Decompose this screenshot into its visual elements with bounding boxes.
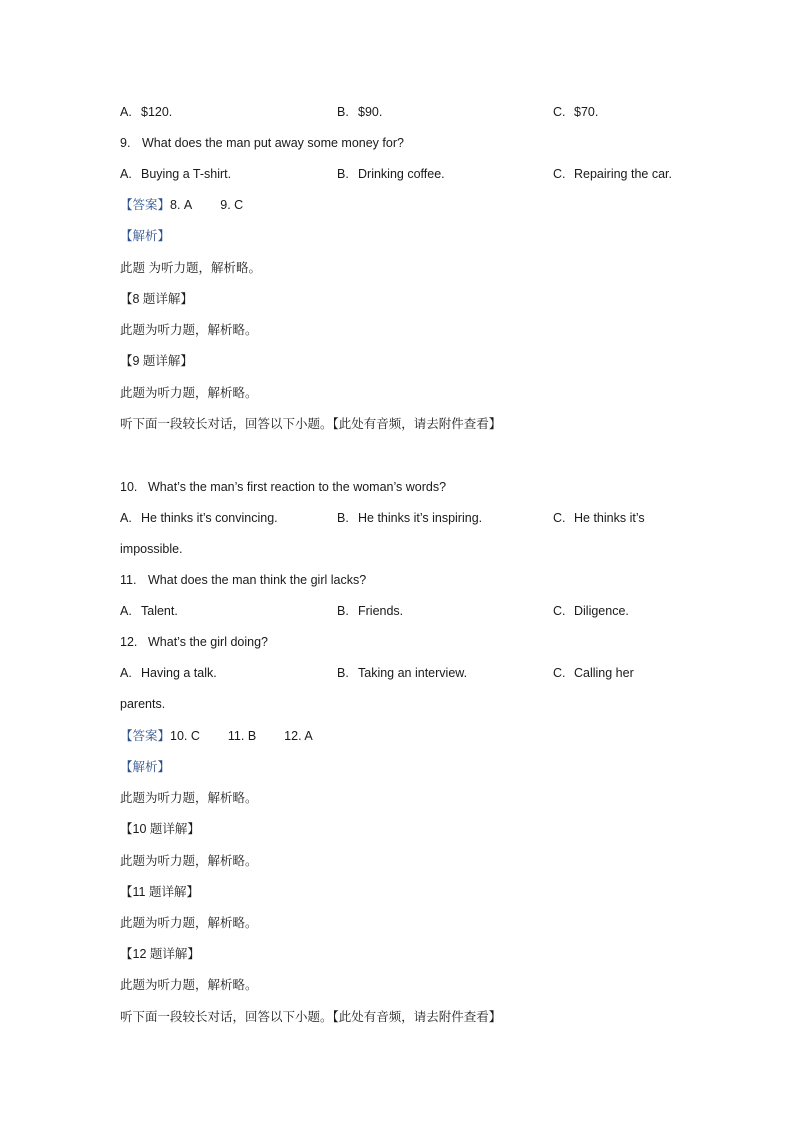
q10-option-a: A. He thinks it’s convincing. bbox=[120, 511, 278, 525]
q8-option-c: C. $70. bbox=[553, 105, 599, 119]
q8-option-b: B. $90. bbox=[337, 105, 383, 119]
q10-option-c: C. He thinks it’s bbox=[553, 511, 645, 525]
q11-option-a: A. Talent. bbox=[120, 604, 178, 618]
detail-label-12: 【12 题详解】 bbox=[120, 947, 200, 961]
answer-line-2: 【答案】10. C 11. B 12. A bbox=[120, 729, 313, 743]
q10-option-c-wrap: impossible. bbox=[120, 542, 183, 556]
analysis-label-1: 【解析】 bbox=[120, 229, 171, 243]
q12-option-c: C. Calling her bbox=[553, 666, 634, 680]
q12-option-c-wrap: parents. bbox=[120, 697, 166, 711]
detail-label-11: 【11 题详解】 bbox=[120, 885, 199, 899]
detail-label-9: 【9 题详解】 bbox=[120, 354, 193, 368]
detail-label-10: 【10 题详解】 bbox=[120, 822, 200, 836]
q9-option-a: A. Buying a T-shirt. bbox=[120, 167, 232, 181]
q10-option-b: B. He thinks it’s inspiring. bbox=[337, 511, 483, 525]
detail-text-8: 此题为听力题，解析略。 bbox=[120, 323, 258, 337]
detail-text-10: 此题为听力题，解析略。 bbox=[120, 854, 258, 868]
listening-instruction-2: 听下面一段较长对话，回答以下小题。【此处有音频，请去附件查看】 bbox=[120, 1010, 502, 1024]
q10-stem: 10. What’s the man’s first reaction to the woman’s words? bbox=[120, 480, 447, 494]
q9-option-b: B. Drinking coffee. bbox=[337, 167, 445, 181]
answer-label: 【答案】 bbox=[120, 198, 171, 212]
q11-stem: 11. What does the man think the girl lacks? bbox=[120, 573, 367, 587]
q11-option-b: B. Friends. bbox=[337, 604, 404, 618]
detail-text-11: 此题为听力题，解析略。 bbox=[120, 916, 258, 930]
detail-text-12: 此题为听力题，解析略。 bbox=[120, 978, 258, 992]
analysis-text-1: 此题 为听力题，解析略。 bbox=[120, 261, 261, 275]
q12-option-a: A. Having a talk. bbox=[120, 666, 217, 680]
analysis-text-2: 此题为听力题，解析略。 bbox=[120, 791, 258, 805]
q9-stem: 9. What does the man put away some money for? bbox=[120, 136, 404, 150]
answer-label: 【答案】 bbox=[120, 729, 171, 743]
answer-line-1: 【答案】8. A 9. C bbox=[120, 198, 244, 212]
detail-label-8: 【8 题详解】 bbox=[120, 292, 193, 306]
q9-option-c: C. Repairing the car. bbox=[553, 167, 672, 181]
analysis-label-2: 【解析】 bbox=[120, 760, 171, 774]
q8-option-a: A. $120. bbox=[120, 105, 173, 119]
q11-option-c: C. Diligence. bbox=[553, 604, 629, 618]
q12-stem: 12. What’s the girl doing? bbox=[120, 635, 268, 649]
detail-text-9: 此题为听力题，解析略。 bbox=[120, 386, 258, 400]
listening-instruction-1: 听下面一段较长对话，回答以下小题。【此处有音频，请去附件查看】 bbox=[120, 417, 502, 431]
q12-option-b: B. Taking an interview. bbox=[337, 666, 468, 680]
